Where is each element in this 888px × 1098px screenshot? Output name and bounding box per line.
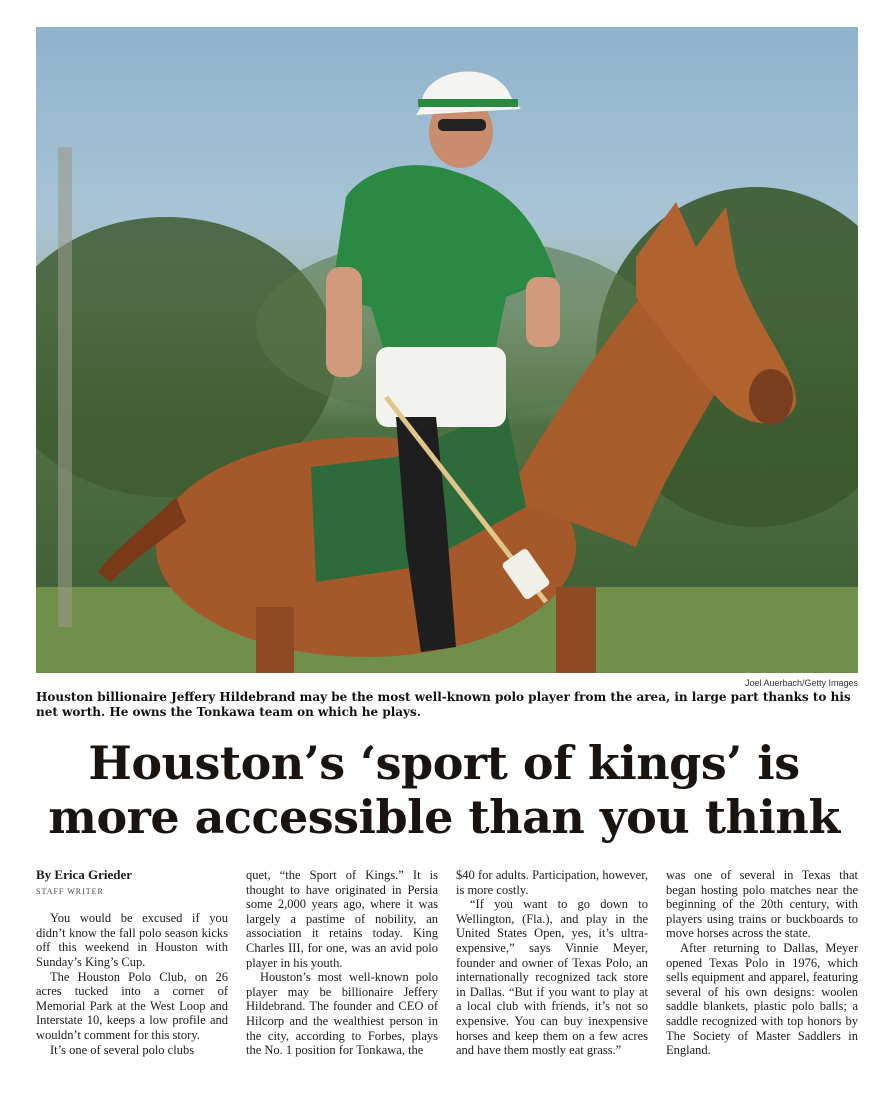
paragraph: Houston’s most well-known polo player may be billionaire Jeffery Hildebrand. The founder and CEO of Hilcorp and the wealthiest person in the city, according to Forbes, plays the No. 1 position for Tonkawa, the	[246, 970, 438, 1058]
paragraph: $40 for adults. Participation, however, is more costly.	[456, 868, 648, 897]
paragraph: The Houston Polo Club, on 26 acres tucked into a corner of Memorial Park at the West Loop and Interstate 10, keeps a low profile and wouldn’t comment for this story.	[36, 969, 228, 1042]
photo-credit: Joel Auerbach/Getty Images	[744, 678, 858, 688]
column-1	[36, 868, 228, 1057]
paragraph: After returning to Dallas, Meyer opened Texas Polo in 1976, which sells equipment and apparel, featuring several of his own designs: woolen saddle blankets, plastic polo balls; a saddle recognized with top honors by The Society of Master Saddlers in England.	[666, 940, 858, 1058]
column-4	[666, 868, 858, 1058]
polo-player-illustration	[36, 27, 858, 673]
paragraph: “If you want to go down to Wellington, (Fla.), and play in the United States Open, yes, it’s ultra-expensive,” says Vinnie Meyer, founder and owner of Texas Polo, an internationally recognized tack store in Dallas. “But if you want to play at a local club with friends, it’s not so expensive. You can buy inexpensive horses and keep them on a few acres and have them mostly eat grass.”	[456, 897, 648, 1058]
byline: By Erica Grieder	[36, 868, 133, 882]
paragraph: was one of several in Texas that began hosting polo matches near the beginning of the 20th century, with players using trains or buckboards to move horses across the state.	[666, 868, 858, 941]
paragraph: It’s one of several polo clubs	[50, 1042, 195, 1057]
paragraph: quet, “the Sport of Kings.” It is thought to have originated in Persia some 2,000 years ago, where it was largely a pastime of nobility, an association it retains today. King Charles III, for one, was an avid polo player in his youth.	[246, 868, 438, 970]
polo-player-photo	[36, 27, 858, 673]
article-headline	[20, 736, 868, 844]
paragraph: You would be excused if you didn’t know the fall polo season kicks off this weekend in Houston with Sunday’s King’s Cup.	[36, 911, 228, 969]
article-body	[36, 868, 858, 1098]
byline-role: STAFF WRITER	[36, 886, 104, 896]
headline-line-2: more accessible than you think	[48, 790, 840, 844]
column-2	[246, 868, 438, 1058]
headline-line-1: Houston’s ‘sport of kings’ is	[88, 736, 800, 790]
column-3	[456, 868, 648, 1058]
photo-caption: Houston billionaire Jeffery Hildebrand may be the most well-known polo player from the area, in large part thanks to his net worth. He owns the Tonkawa team on which he plays.	[36, 690, 851, 719]
